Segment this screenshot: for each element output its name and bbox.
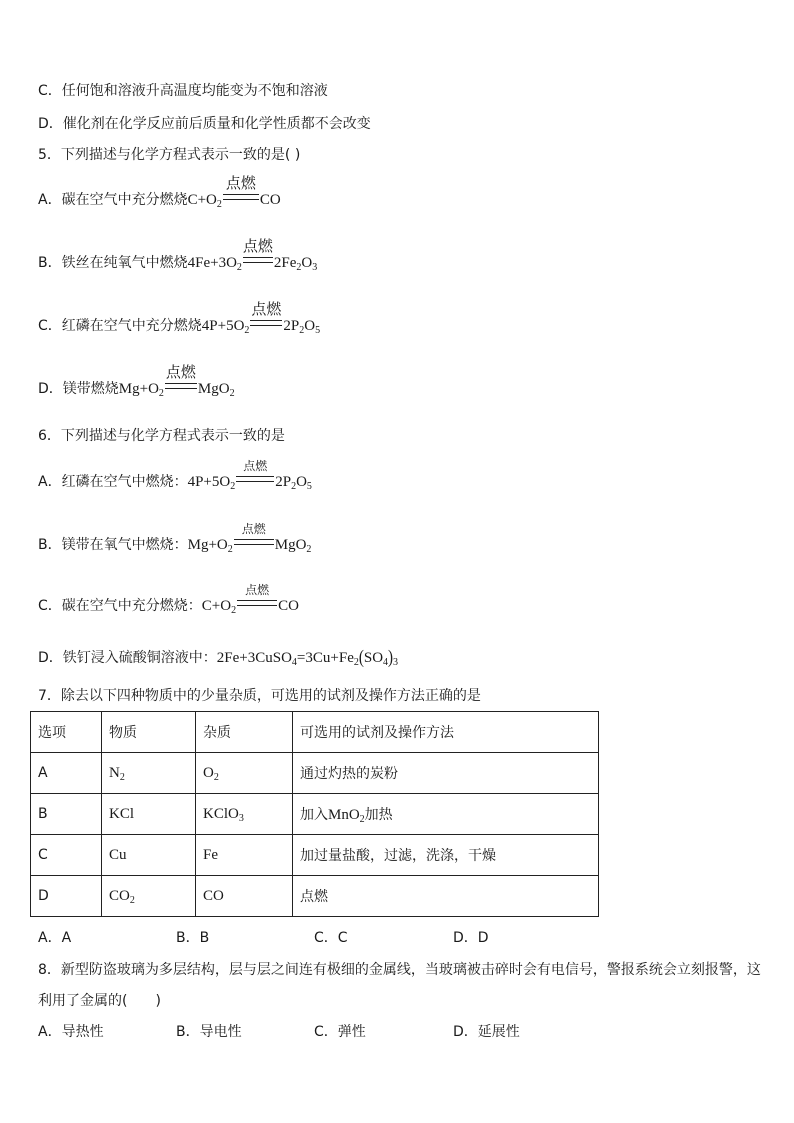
q5-option-d — [38, 365, 235, 399]
q6-option-a — [38, 459, 312, 492]
option-label: A．红磷在空气中燃烧： — [38, 474, 188, 490]
table-row — [31, 794, 599, 835]
option-label: C．红磷在空气中充分燃烧 — [38, 318, 202, 334]
option-label: D．镁带燃烧 — [38, 381, 119, 397]
q5-option-c — [38, 302, 321, 336]
table-header-row — [31, 712, 599, 753]
table-cell-formula: 加入MnO$_2$加热 — [293, 794, 599, 835]
table-cell-formula: $N_2$ — [102, 753, 196, 794]
q8-choice-d: D．延展性 — [453, 1024, 520, 1040]
table-cell: 通过灼热的炭粉 — [293, 753, 599, 794]
reaction-condition: 点燃 — [245, 583, 270, 597]
options-table — [30, 711, 599, 917]
table-cell-formula: $O_2$ — [196, 753, 293, 794]
q7-choice-a: A．A — [38, 930, 72, 946]
table-row — [31, 876, 599, 917]
q6-option-c — [38, 583, 299, 616]
equation: $4P+5O_2$ 点燃 $2P_2O_5$ — [188, 474, 312, 490]
table-row — [31, 835, 599, 876]
q7-choice-b: B．B — [176, 930, 210, 946]
reaction-condition: 点燃 — [225, 176, 256, 192]
reaction-condition: 点燃 — [165, 365, 196, 381]
q6-stem: 6．下列描述与化学方程式表示一致的是 — [38, 428, 285, 444]
reaction-condition: 点燃 — [251, 302, 282, 318]
q8-choice-a: A．导热性 — [38, 1024, 104, 1040]
table-cell: KCl — [102, 794, 196, 835]
option-label: C．碳在空气中充分燃烧： — [38, 598, 202, 614]
q8-stem-line1: 8．新型防盗玻璃为多层结构，层与层之间连有极细的金属线，当玻璃被击碎时会有电信号，警报系统会立刻报警，这 — [38, 962, 761, 978]
header-cell: 物质 — [102, 712, 196, 753]
table-cell: CO — [196, 876, 293, 917]
equation: $4P+5O_2$ 点燃 $2P_2O_5$ — [201, 302, 321, 336]
q6-option-b — [38, 522, 312, 555]
reaction-condition: 点燃 — [243, 459, 268, 473]
q6-option-d — [38, 648, 398, 668]
header-cell: 可选用的试剂及操作方法 — [293, 712, 599, 753]
equation: $Mg+O_2$ 点燃 MgO$_2$ — [188, 537, 312, 553]
table-row — [31, 753, 599, 794]
q8-choice-b: B．导电性 — [176, 1024, 242, 1040]
q7-choice-d: D．D — [453, 930, 489, 946]
q8-stem-line2: 利用了金属的( ) — [38, 993, 161, 1009]
table-cell: Fe — [196, 835, 293, 876]
q5-stem: 5．下列描述与化学方程式表示一致的是( ) — [38, 147, 301, 163]
table-cell: 加过量盐酸，过滤，洗涤，干燥 — [293, 835, 599, 876]
option-label: B．铁丝在纯氧气中燃烧 — [38, 255, 188, 271]
header-cell: 选项 — [31, 712, 102, 753]
option-label: D．铁钉浸入硫酸铜溶液中： — [38, 650, 217, 666]
table-cell: Cu — [102, 835, 196, 876]
q5-option-b — [38, 239, 318, 273]
q7-stem: 7．除去以下四种物质中的少量杂质，可选用的试剂及操作方法正确的是 — [38, 688, 481, 704]
q4-option-d: D．催化剂在化学反应前后质量和化学性质都不会改变 — [38, 116, 371, 132]
q4-option-c: C．任何饱和溶液升高温度均能变为不饱和溶液 — [38, 83, 328, 99]
reaction-condition: 点燃 — [242, 239, 273, 255]
q7-choice-c: C．C — [314, 930, 348, 946]
q5-option-a — [38, 176, 281, 210]
equation: $4Fe+3O_2$ 点燃 $2Fe_2O_3$ — [187, 239, 318, 273]
table-cell: C — [31, 835, 102, 876]
equation: $C+O_2$ 点燃 CO — [187, 176, 281, 210]
equation: $2Fe+3CuSO_4=3Cu+Fe_2(SO_4)_3$ — [216, 648, 399, 668]
reaction-condition: 点燃 — [241, 522, 266, 536]
table-cell: 点燃 — [293, 876, 599, 917]
table-cell: B — [31, 794, 102, 835]
table-cell: A — [31, 753, 102, 794]
q8-choice-c: C．弹性 — [314, 1024, 366, 1040]
header-cell: 杂质 — [196, 712, 293, 753]
equation: $Mg+O_2$ 点燃 MgO$_2$ — [118, 365, 235, 399]
option-label: B．镁带在氧气中燃烧： — [38, 537, 188, 553]
option-label: A．碳在空气中充分燃烧 — [38, 192, 188, 208]
table-cell-formula: $CO_2$ — [102, 876, 196, 917]
equation: $C+O_2$ 点燃 CO — [202, 598, 299, 614]
table-cell: D — [31, 876, 102, 917]
table-cell-formula: KClO$_3$ — [196, 794, 293, 835]
